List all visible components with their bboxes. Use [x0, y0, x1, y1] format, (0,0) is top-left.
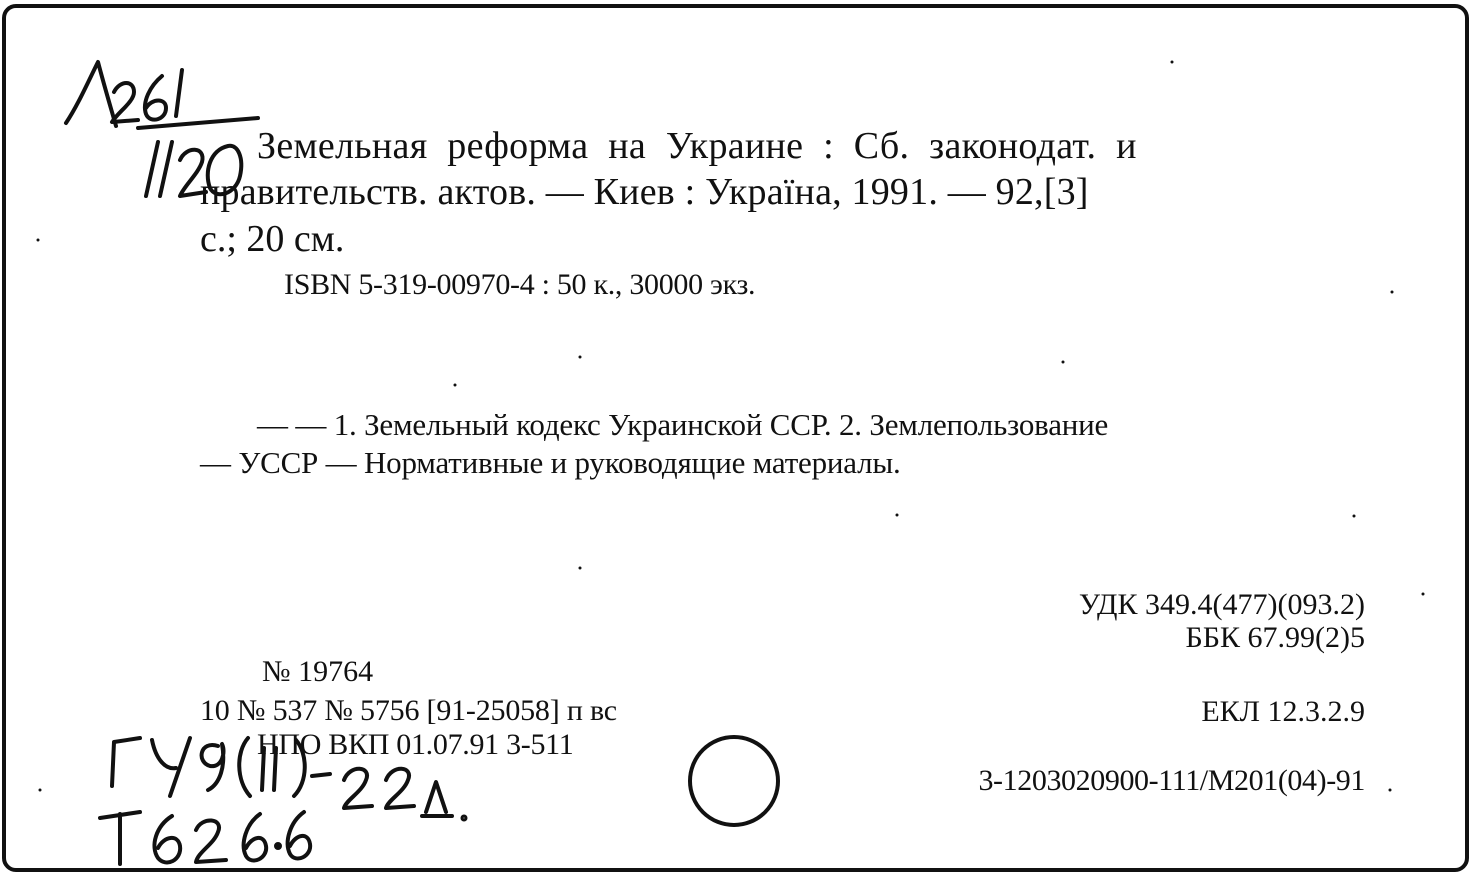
production-line-1: 10 № 537 № 5756 [91-25058] п вс	[200, 694, 617, 727]
subjects-line-2: — УССР — Нормативные и руководящие материалы.	[200, 445, 901, 480]
title-line-1: Земельная реформа на Украине : Сб. законодат. и	[257, 125, 1137, 167]
bbk-code: ББК 67.99(2)5	[1185, 621, 1365, 654]
catalog-code: 3-1203020900-111/М201(04)-91	[978, 764, 1365, 797]
isbn-line: ISBN 5-319-00970-4 : 50 к., 30000 экз.	[284, 268, 756, 301]
title-line-2: правительств. актов. — Киев : Україна, 1991. — 92,[3]	[200, 171, 1089, 213]
card-number: № 19764	[262, 655, 374, 688]
ekl-code: ЕКЛ 12.3.2.9	[1201, 695, 1365, 728]
title-line-3: с.; 20 см.	[200, 218, 345, 260]
subjects-line-1: — — 1. Земельный кодекс Украинской ССР. 2. Землепользование	[257, 407, 1109, 442]
udk-code: УДК 349.4(477)(093.2)	[1078, 588, 1365, 621]
production-line-2: НПО ВКП 01.07.91 3-511	[257, 728, 574, 761]
